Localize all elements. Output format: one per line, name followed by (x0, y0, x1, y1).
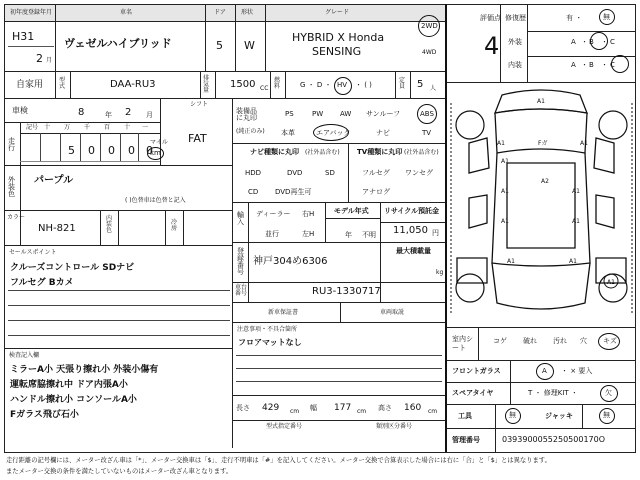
jack-label: ジャッキ (545, 412, 573, 420)
doors: 5 (216, 39, 223, 52)
shape-label: 形状 (241, 9, 254, 16)
mgmt-label: 管理番号 (452, 436, 480, 444)
recycle-unit: 円 (432, 229, 439, 237)
int-grade: B (589, 61, 594, 69)
cap-unit: 人 (430, 85, 437, 92)
notes-label: 注意事項・不具合箇所 (237, 326, 298, 333)
inspect-y: 8 (78, 107, 85, 118)
svg-text:A1: A1 (572, 218, 580, 225)
reg-no: 神戸304め6306 (253, 256, 328, 267)
model-year-label: モデル年式 (334, 207, 369, 215)
disp: 1500 (230, 79, 256, 90)
equip-leather: 本革 (281, 129, 295, 137)
color: パープル (34, 175, 74, 186)
svg-text:A1: A1 (569, 258, 577, 265)
mileage-header: 記号 (26, 124, 39, 131)
drive-4wd: 4WD (422, 49, 437, 56)
equip-abs: ABS (420, 110, 434, 118)
sales-point-1: クルーズコントロール SDナビ (10, 263, 135, 273)
svg-text:A1: A1 (507, 258, 515, 265)
new-warranty: 新車保証書 (268, 309, 299, 316)
sales-point-2: フルセグ Bカメ (10, 278, 74, 288)
chassis: RU3-1330717 (312, 286, 381, 297)
fuel-opts: G ・ D ・ (300, 81, 332, 89)
inspect-m: 2 (125, 107, 132, 118)
seat-option: キズ (603, 337, 617, 345)
mileage-divider (138, 133, 139, 161)
svg-text:A1: A1 (501, 218, 509, 225)
svg-text:A1: A1 (607, 279, 615, 286)
inspector-note-1: ミラーA小 天張り擦れ小 外装小傷有 (10, 365, 159, 375)
max-load-unit: kg (436, 269, 444, 276)
mileage-divider (100, 133, 101, 161)
score: 4 (484, 32, 500, 60)
model-label: 型式 (59, 77, 66, 90)
hei-unit: cm (428, 408, 438, 415)
inspector-note-3: ハンドル擦れ小 コンソールA小 (10, 395, 137, 405)
month-unit: 月 (46, 57, 53, 64)
mileage-header: 千 (84, 124, 91, 131)
grade-label: グレード (325, 9, 350, 16)
notes-rule (236, 381, 442, 382)
tv-oneseg: ワンセグ (405, 169, 433, 177)
cap-label: 定員 (399, 77, 406, 90)
sales-rule (8, 335, 230, 336)
mileage-header: 十 (124, 124, 131, 131)
model-cert-label: 型式指定番号 (266, 423, 303, 430)
navi-hdd: HDD (245, 169, 262, 177)
reg-month: 2 (36, 52, 43, 65)
disp-label: 排気量 (203, 75, 210, 94)
repair-opts: 有 ・ (566, 14, 583, 22)
len-unit: cm (290, 408, 300, 415)
svg-text:A1: A1 (501, 188, 509, 195)
navi-dvd: DVD (287, 169, 303, 177)
notes-rule (236, 368, 442, 369)
mileage-digit: 0 (88, 144, 95, 157)
notes-rule (236, 355, 442, 356)
handle-l: 左H (302, 230, 315, 238)
chassis-label: 車台番号 (235, 284, 248, 297)
shape: W (244, 39, 255, 52)
svg-text:A1: A1 (572, 188, 580, 195)
int-grade: ・ (581, 61, 588, 69)
disp-unit: CC (260, 85, 269, 92)
mileage-header: 一 (142, 124, 149, 131)
int-grade: C (610, 61, 615, 69)
sales-rule (8, 320, 230, 321)
wid-label: 幅 (310, 404, 317, 412)
recycle-fee: 11,050 (393, 225, 428, 236)
shift: FAT (188, 132, 207, 145)
car-diagram (447, 83, 636, 327)
equip-navi: ナビ (376, 129, 390, 137)
fuel-rest: ・ ( ) (355, 81, 372, 89)
seat-label: 室内シート (452, 335, 473, 353)
recycle-label: 冷房 (171, 219, 178, 232)
footer-line-2: またメーター交換の条件を満たしていないものはメーター改ざん車となります。 (6, 468, 233, 475)
inspect-month-unit: 月 (146, 111, 153, 119)
tv-analog: アナログ (362, 188, 390, 196)
handle-r: 右H (302, 210, 315, 218)
mileage-header: 十 (44, 124, 51, 131)
reg-year-label: 初年度登録年月 (10, 9, 53, 16)
tv-label: TV種類に丸印 (357, 148, 403, 156)
mileage-divider (40, 133, 41, 161)
navi-label: ナビ種類に丸印 (250, 148, 299, 156)
grade-line2: SENSING (312, 45, 362, 58)
car-name: ヴェゼルハイブリッド (64, 37, 172, 50)
ext-grade: A (571, 38, 576, 46)
seat-option: コゲ (493, 337, 507, 345)
equip-aw: AW (340, 110, 352, 118)
int-grade: ・ (601, 61, 608, 69)
import-label: 輸入 (237, 211, 244, 226)
inspector-note-2: 運転席脇擦れ中 ドア内張A小 (10, 380, 128, 390)
color-no-label: カラー (7, 214, 26, 221)
svg-text:A1: A1 (580, 140, 588, 147)
color-note: ( )色替車は色替と記入 (125, 197, 186, 204)
inspect-label: 車検 (12, 106, 28, 115)
navi-sd: SD (325, 169, 335, 177)
inspector-label: 検査記入欄 (9, 352, 40, 359)
model-year-y: 年 (345, 231, 352, 239)
ext-grade: ・ (581, 38, 588, 46)
wid-unit: cm (357, 408, 367, 415)
reg-era: H31 (12, 30, 35, 43)
equip-label: 装備品に丸印 (236, 107, 257, 122)
sales-rule (8, 290, 230, 291)
hei-label: 高さ (378, 404, 392, 412)
mileage-digit: 5 (68, 144, 75, 157)
navi-cd: CD (248, 188, 259, 196)
ext-grade: C (610, 38, 615, 46)
mileage-divider (120, 133, 121, 161)
equip-sunroof: サンルーフ (366, 110, 401, 118)
km-unit: km (150, 149, 161, 157)
max-load-label: 最大積載量 (396, 247, 431, 255)
tv-sub: (社外品含む) (404, 149, 439, 156)
dealer: ディーラー (256, 210, 291, 218)
parallel: 並行 (265, 230, 279, 238)
class-label: 類別区分番号 (376, 423, 413, 430)
len: 429 (262, 403, 280, 413)
interior-label: 内装色 (106, 215, 113, 234)
mileage-label: 走行 (8, 137, 15, 152)
svg-text:A1: A1 (497, 140, 505, 147)
car-name-label: 車名 (120, 9, 133, 16)
tools-label: 工具 (458, 412, 472, 420)
hei: 160 (404, 403, 422, 413)
notes: フロアマットなし (238, 338, 302, 347)
cap: 5 (417, 79, 424, 90)
score-label: 評価点 (480, 14, 501, 22)
svg-text:A1: A1 (537, 98, 545, 105)
tv-fullseg: フルセグ (362, 169, 390, 177)
ext-label: 外装 (508, 38, 522, 46)
fuel-label: 燃料 (274, 77, 281, 90)
color-no: NH-821 (38, 223, 76, 234)
model-year-unknown: 不明 (362, 231, 376, 239)
seat-option: 汚れ (553, 337, 567, 345)
inspector-note-4: Fガラス飛び石小 (10, 410, 79, 420)
reg-no-label: 登録番号 (237, 247, 244, 276)
repair-label: 修復歴 (505, 14, 526, 22)
mileage-digit: 0 (128, 144, 135, 157)
use: 自家用 (16, 80, 44, 90)
equip-airbag: エアバック (316, 129, 351, 137)
wid: 177 (334, 403, 352, 413)
len-label: 長さ (236, 404, 250, 412)
mile-unit: マイル (150, 139, 168, 146)
grade-line1: HYBRID X Honda (292, 31, 385, 44)
mileage-header: 万 (64, 124, 71, 131)
mgmt-no: 0393900055250500170O (502, 435, 606, 444)
windshield-rest: ・ × 要入 (561, 367, 593, 375)
seat-option: 穴 (580, 337, 587, 345)
mileage-divider (60, 133, 61, 161)
seat-option: 破れ (523, 337, 537, 345)
mileage-divider (80, 133, 81, 161)
model: DAA-RU3 (110, 79, 156, 90)
int-grade: A (571, 61, 576, 69)
shift-label: シフト (190, 101, 209, 108)
int-label: 内装 (508, 61, 522, 69)
mileage-header: 百 (104, 124, 111, 131)
jack-val: 無 (603, 411, 610, 419)
equip-pw: PW (312, 110, 324, 118)
navi-dvd-play: DVD再生可 (275, 188, 312, 196)
mileage-digit: 0 (146, 144, 153, 157)
ext-grade: B (589, 38, 594, 46)
color-label: 外装色 (8, 176, 15, 198)
windshield-a: A (542, 367, 547, 375)
spare-label: スペアタイヤ (452, 389, 494, 397)
ext-grade: ・ (601, 38, 608, 46)
equip-ps: PS (285, 110, 294, 118)
footer-line-1: 走行距離の記号欄には、メーター改ざん車は「*」、メーター交換車は「$」、走行不明車は「#」を記入してください。メーター交換で合算表示した場合には右に「合」と「$」とは異なります。 (6, 457, 551, 464)
door-label: ドア (214, 9, 226, 16)
tools-val: 無 (509, 411, 516, 419)
svg-text:A1: A1 (501, 158, 509, 165)
sales-rule (8, 305, 230, 306)
recycle-fee-label: リサイクル預託金 (384, 207, 440, 215)
equip-tv: TV (422, 129, 432, 137)
svg-text:Fガ: Fガ (538, 140, 548, 147)
fuel-hv: HV (337, 81, 348, 89)
svg-text:A2: A2 (541, 178, 549, 185)
spare-none: 欠 (605, 389, 612, 397)
mileage-digit: 0 (108, 144, 115, 157)
equip-sub: (純正のみ) (236, 128, 265, 135)
spare-opts: T ・ 修理KIT ・ (528, 389, 578, 397)
drive-2wd: 2WD (421, 22, 438, 30)
repair-none: 無 (603, 13, 610, 21)
windshield-label: フロントガラス (452, 367, 501, 375)
navi-sub: (社外品含む) (305, 149, 340, 156)
sales-point-label: セールスポイント (9, 249, 57, 256)
inspect-year-unit: 年 (105, 111, 112, 119)
manual: 車両取説 (380, 309, 405, 316)
